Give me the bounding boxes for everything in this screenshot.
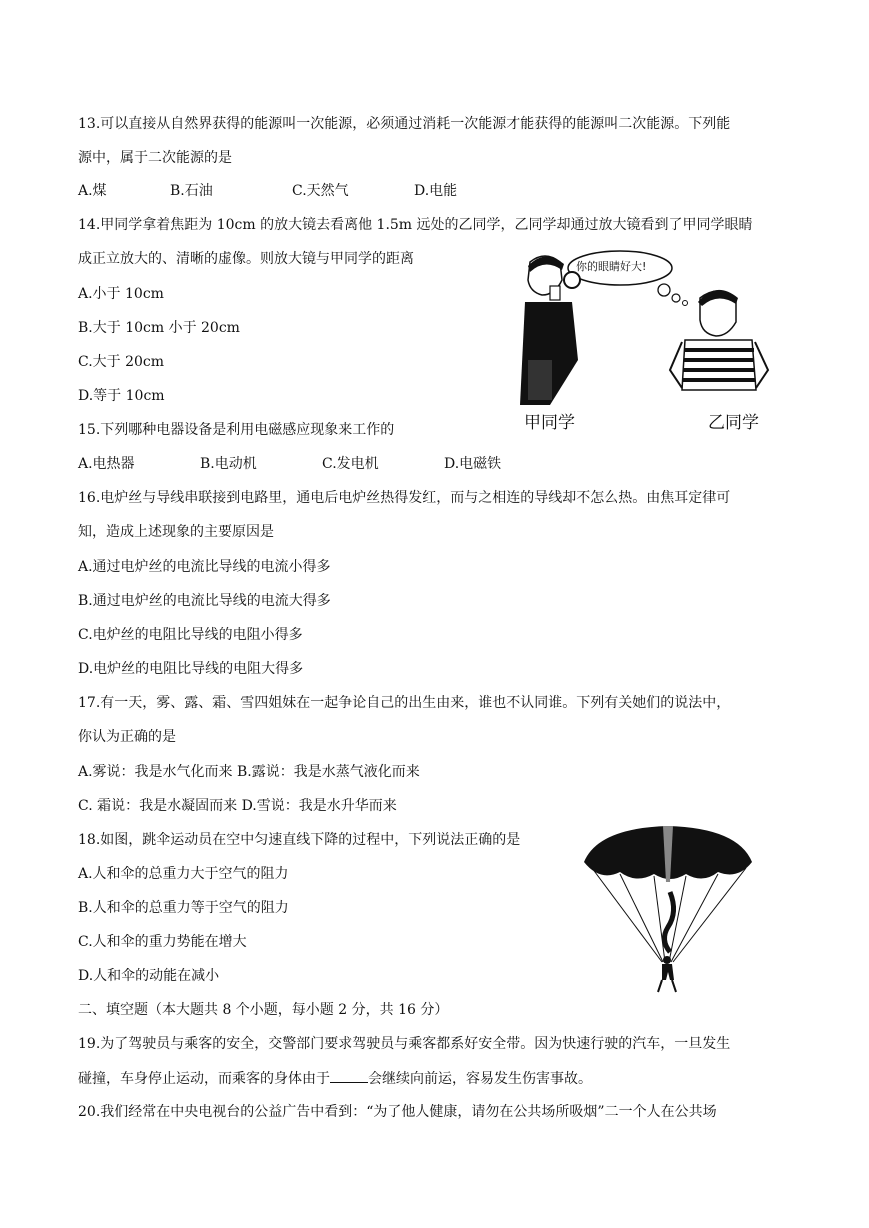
q13-option-d: D.电能 [414, 183, 458, 199]
section-two-heading: 二、填空题（本大题共 8 个小题，每小题 2 分，共 16 分） [78, 1002, 449, 1018]
q16-option-d: D.电炉丝的电阻比导线的电阻大得多 [78, 661, 304, 677]
q19-line2-before-blank: 碰撞，车身停止运动，而乘客的身体由于 [78, 1071, 330, 1087]
q13-option-c: C.天然气 [292, 183, 349, 199]
q18-option-c: C.人和伞的重力势能在增大 [78, 934, 247, 950]
parachute-illustration [578, 822, 758, 997]
q15-line1: 15.下列哪种电器设备是利用电磁感应现象来工作的 [78, 422, 395, 438]
q17-line2: 你认为正确的是 [78, 729, 176, 745]
q17-options-line2: C. 霜说：我是水凝固而来 D.雪说：我是水升华而来 [78, 798, 397, 814]
q19-line2 [78, 1068, 592, 1089]
q16-option-c: C.电炉丝的电阻比导线的电阻小得多 [78, 627, 303, 643]
q13-option-a: A.煤 [78, 183, 107, 199]
q15-option-d: D.电磁铁 [444, 456, 502, 472]
q18-option-b: B.人和伞的总重力等于空气的阻力 [78, 900, 289, 916]
q16-line2: 知，造成上述现象的主要原因是 [78, 524, 274, 540]
q14-option-b: B.大于 10cm 小于 20cm [78, 320, 240, 336]
q17-line1: 17.有一天，雾、露、霜、雪四姐妹在一起争论自己的出生由来，谁也不认同谁。下列有关她们的说法中， [78, 695, 731, 711]
q13-line1: 13.可以直接从自然界获得的能源叫一次能源，必须通过消耗一次能源才能获得的能源叫二次能源。下列能 [78, 116, 731, 132]
q15-option-a: A.电热器 [78, 456, 135, 472]
q16-option-b: B.通过电炉丝的电流比导线的电流大得多 [78, 593, 331, 609]
q16-option-a: A.通过电炉丝的电流比导线的电流小得多 [78, 559, 331, 575]
q13-line2: 源中，属于二次能源的是 [78, 150, 232, 166]
left-student-caption: 甲同学 [524, 413, 575, 433]
q19-line2-after-blank: 会继续向前运，容易发生伤害事故。 [368, 1071, 592, 1087]
magnifier-students-figure [490, 240, 800, 440]
q19-answer-blank[interactable] [330, 1068, 368, 1083]
q15-option-b: B.电动机 [200, 456, 257, 472]
right-student-caption: 乙同学 [708, 413, 759, 433]
q14-option-d: D.等于 10cm [78, 388, 165, 404]
thought-bubble-text: 你的眼睛好大! [576, 260, 647, 273]
q13-option-b: B.石油 [170, 183, 213, 199]
q15-option-c: C.发电机 [322, 456, 379, 472]
q18-line1: 18.如图，跳伞运动员在空中匀速直线下降的过程中，下列说法正确的是 [78, 832, 521, 848]
q14-line1: 14.甲同学拿着焦距为 10cm 的放大镜去看离他 1.5m 远处的乙同学，乙同学却通过放大镜看到了甲同学眼睛 [78, 217, 753, 233]
q14-option-c: C.大于 20cm [78, 354, 165, 370]
q16-line1: 16.电炉丝与导线串联接到电路里，通电后电炉丝热得发红，而与之相连的导线却不怎么热。由焦耳定律可 [78, 490, 731, 506]
q20-line1: 20.我们经常在中央电视台的公益广告中看到：“为了他人健康，请勿在公共场所吸烟”二一个人在公共场 [78, 1104, 717, 1120]
q17-options-line1: A.雾说：我是水气化而来 B.露说：我是水蒸气液化而来 [78, 764, 420, 780]
parachutist-figure [578, 822, 758, 997]
q14-option-a: A.小于 10cm [78, 286, 164, 302]
q18-option-d: D.人和伞的动能在减小 [78, 968, 220, 984]
q18-option-a: A.人和伞的总重力大于空气的阻力 [78, 866, 289, 882]
q19-line1: 19.为了驾驶员与乘客的安全，交警部门要求驾驶员与乘客都系好安全带。因为快速行驶的汽车，一旦发生 [78, 1036, 731, 1052]
q14-line2: 成正立放大的、清晰的虚像。则放大镜与甲同学的距离 [78, 251, 414, 267]
